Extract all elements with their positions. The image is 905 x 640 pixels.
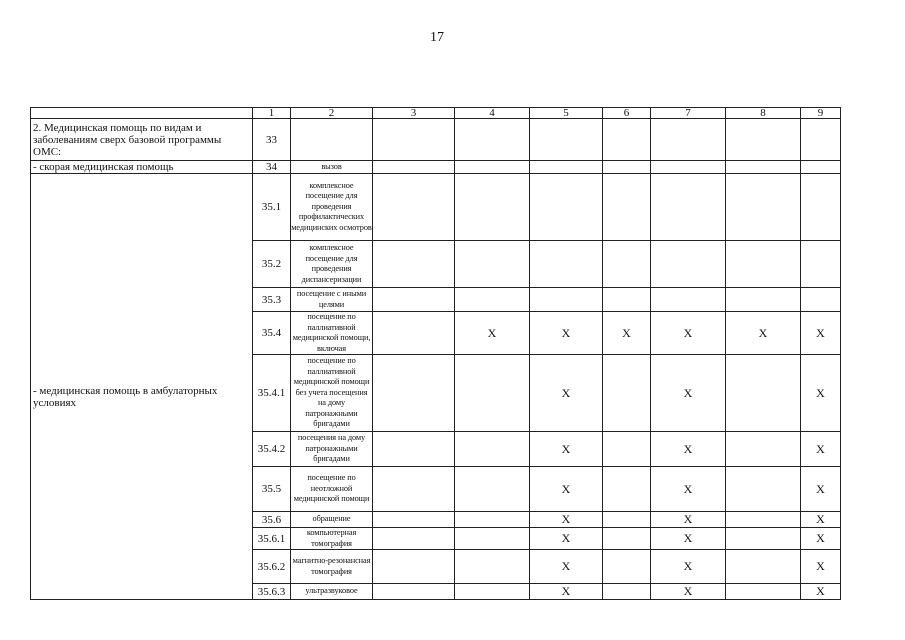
value-cell	[455, 161, 530, 174]
value-cell: X	[530, 550, 603, 584]
value-cell: X	[651, 355, 726, 432]
value-cell: X	[530, 467, 603, 512]
row-number: 35.6.3	[253, 584, 291, 600]
row-number: 35.6.2	[253, 550, 291, 584]
header-cell	[31, 108, 253, 119]
value-cell	[801, 241, 841, 288]
value-cell	[455, 467, 530, 512]
value-cell	[455, 584, 530, 600]
value-cell: X	[603, 312, 651, 355]
value-cell: X	[530, 512, 603, 528]
value-cell	[801, 174, 841, 241]
value-cell	[373, 312, 455, 355]
ambulatory-label: - медицинская помощь в амбулаторных условиях	[31, 174, 253, 600]
value-cell	[651, 288, 726, 312]
value-cell	[373, 119, 455, 161]
value-cell	[726, 584, 801, 600]
value-cell: X	[530, 584, 603, 600]
value-cell: X	[726, 312, 801, 355]
value-cell	[801, 161, 841, 174]
row-number: 35.1	[253, 174, 291, 241]
value-cell	[603, 467, 651, 512]
row-number: 35.6	[253, 512, 291, 528]
value-cell	[455, 174, 530, 241]
value-cell	[530, 119, 603, 161]
value-cell: X	[651, 432, 726, 467]
value-cell	[455, 241, 530, 288]
value-cell: X	[801, 584, 841, 600]
value-cell: X	[801, 312, 841, 355]
unit-label: магнитно-резонансная томография	[291, 550, 373, 584]
value-cell	[373, 584, 455, 600]
value-cell: X	[651, 312, 726, 355]
header-cell: 2	[291, 108, 373, 119]
value-cell	[651, 241, 726, 288]
value-cell: X	[651, 528, 726, 550]
header-cell: 4	[455, 108, 530, 119]
value-cell	[455, 432, 530, 467]
value-cell	[603, 584, 651, 600]
value-cell	[373, 467, 455, 512]
value-cell	[373, 528, 455, 550]
value-cell	[530, 161, 603, 174]
value-cell: X	[455, 312, 530, 355]
row-number: 33	[253, 119, 291, 161]
value-cell	[373, 174, 455, 241]
data-table	[30, 107, 841, 600]
value-cell: X	[530, 432, 603, 467]
unit-label: комплексное посещение для проведения профилактических медицинских осмотров	[291, 174, 373, 241]
value-cell: X	[801, 512, 841, 528]
table-row	[31, 174, 841, 241]
value-cell	[726, 528, 801, 550]
row-number: 34	[253, 161, 291, 174]
value-cell	[651, 119, 726, 161]
value-cell: X	[801, 550, 841, 584]
header-cell: 3	[373, 108, 455, 119]
value-cell: X	[530, 312, 603, 355]
value-cell: X	[651, 512, 726, 528]
unit-label: компьютерная томография	[291, 528, 373, 550]
value-cell: X	[651, 584, 726, 600]
value-cell: X	[801, 432, 841, 467]
value-cell	[603, 161, 651, 174]
row-label: - скорая медицинская помощь	[31, 161, 253, 174]
unit-label: обращение	[291, 512, 373, 528]
value-cell	[373, 241, 455, 288]
value-cell	[603, 512, 651, 528]
value-cell	[455, 512, 530, 528]
value-cell	[603, 355, 651, 432]
row-number: 35.5	[253, 467, 291, 512]
value-cell: X	[530, 528, 603, 550]
value-cell	[373, 432, 455, 467]
row-number: 35.3	[253, 288, 291, 312]
value-cell	[726, 119, 801, 161]
value-cell	[603, 550, 651, 584]
value-cell	[603, 432, 651, 467]
value-cell	[603, 241, 651, 288]
value-cell	[801, 288, 841, 312]
value-cell	[373, 288, 455, 312]
unit-label: посещение по паллиативной медицинской помощи, включая	[291, 312, 373, 355]
header-cell: 6	[603, 108, 651, 119]
value-cell: X	[651, 550, 726, 584]
value-cell	[726, 355, 801, 432]
value-cell	[455, 119, 530, 161]
value-cell	[373, 355, 455, 432]
value-cell: X	[801, 528, 841, 550]
table-row	[31, 119, 841, 161]
value-cell: X	[651, 467, 726, 512]
value-cell	[455, 550, 530, 584]
header-cell: 1	[253, 108, 291, 119]
unit-label: посещение по неотложной медицинской помощи	[291, 467, 373, 512]
header-cell: 9	[801, 108, 841, 119]
header-cell: 7	[651, 108, 726, 119]
unit-label: посещения на дому патронажными бригадами	[291, 432, 373, 467]
value-cell	[455, 355, 530, 432]
value-cell	[373, 550, 455, 584]
unit-label: комплексное посещение для проведения диспансеризации	[291, 241, 373, 288]
value-cell	[726, 432, 801, 467]
unit-label	[291, 119, 373, 161]
table-body	[31, 108, 841, 600]
value-cell: X	[801, 355, 841, 432]
row-number: 35.2	[253, 241, 291, 288]
value-cell	[530, 288, 603, 312]
value-cell: X	[801, 467, 841, 512]
header-row	[31, 108, 841, 119]
value-cell	[603, 528, 651, 550]
value-cell	[603, 119, 651, 161]
value-cell	[603, 288, 651, 312]
table-row	[31, 161, 841, 174]
value-cell: X	[530, 355, 603, 432]
row-number: 35.4	[253, 312, 291, 355]
value-cell	[373, 512, 455, 528]
unit-label: посещение по паллиативной медицинской помощи без учета посещения на дому патронажными бригадами	[291, 355, 373, 432]
value-cell	[530, 174, 603, 241]
value-cell	[726, 241, 801, 288]
value-cell	[726, 288, 801, 312]
row-number: 35.6.1	[253, 528, 291, 550]
unit-label: посещение с иными целями	[291, 288, 373, 312]
row-label: 2. Медицинская помощь по видам и заболеваниям сверх базовой программы ОМС:	[31, 119, 253, 161]
value-cell	[603, 174, 651, 241]
page-number: 17	[430, 30, 444, 45]
value-cell	[726, 467, 801, 512]
header-cell: 5	[530, 108, 603, 119]
unit-label: ультразвуковое	[291, 584, 373, 600]
value-cell	[455, 288, 530, 312]
header-cell: 8	[726, 108, 801, 119]
value-cell	[373, 161, 455, 174]
value-cell	[530, 241, 603, 288]
value-cell	[651, 161, 726, 174]
row-number: 35.4.1	[253, 355, 291, 432]
value-cell	[726, 174, 801, 241]
value-cell	[726, 161, 801, 174]
value-cell	[651, 174, 726, 241]
value-cell	[726, 550, 801, 584]
value-cell	[455, 528, 530, 550]
value-cell	[726, 512, 801, 528]
row-number: 35.4.2	[253, 432, 291, 467]
unit-label: вызов	[291, 161, 373, 174]
value-cell	[801, 119, 841, 161]
